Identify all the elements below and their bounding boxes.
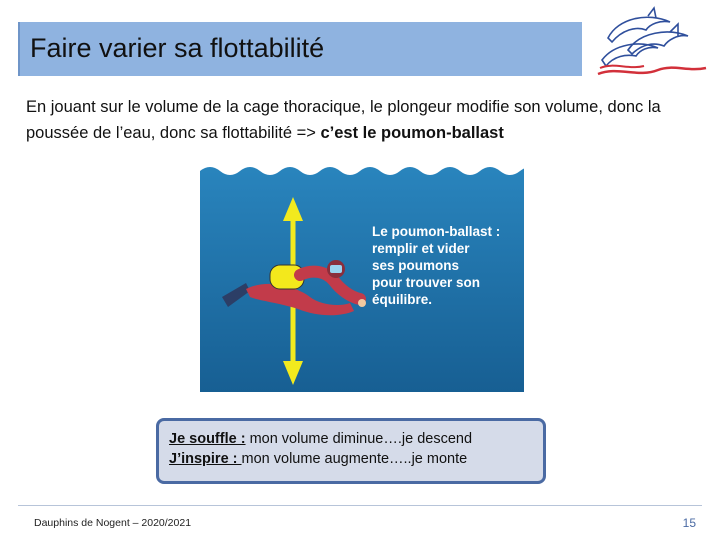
intro-paragraph [26,94,706,146]
title-bar [18,22,582,76]
inhale-line [169,449,533,469]
footer-club: Dauphins de Nogent – 2020/2021 [34,517,192,529]
page-number: 15 [682,516,696,530]
intro-text: En jouant sur le volume de la cage thoracique, le plongeur modifie son volume, donc la poussée de l’eau, donc sa flottabilité => [26,98,661,142]
inhale-key: J’inspire : [169,451,242,467]
exhale-key: Je souffle : [169,431,246,447]
page-title: Faire varier sa flottabilité [30,33,325,63]
intro-emphasis: c’est le poumon-ballast [320,124,504,142]
diver-illustration [200,157,524,392]
balloon-label: Le poumon-ballast : remplir et vider ses poumons pour trouver son équilibre. [372,224,501,307]
info-box [156,418,546,484]
dolphins-logo-icon [588,6,712,82]
exhale-text: mon volume diminue….je descend [245,431,473,447]
footer-divider [18,505,702,506]
exhale-line [169,429,533,449]
inhale-text: mon volume augmente…..je monte [241,451,468,467]
